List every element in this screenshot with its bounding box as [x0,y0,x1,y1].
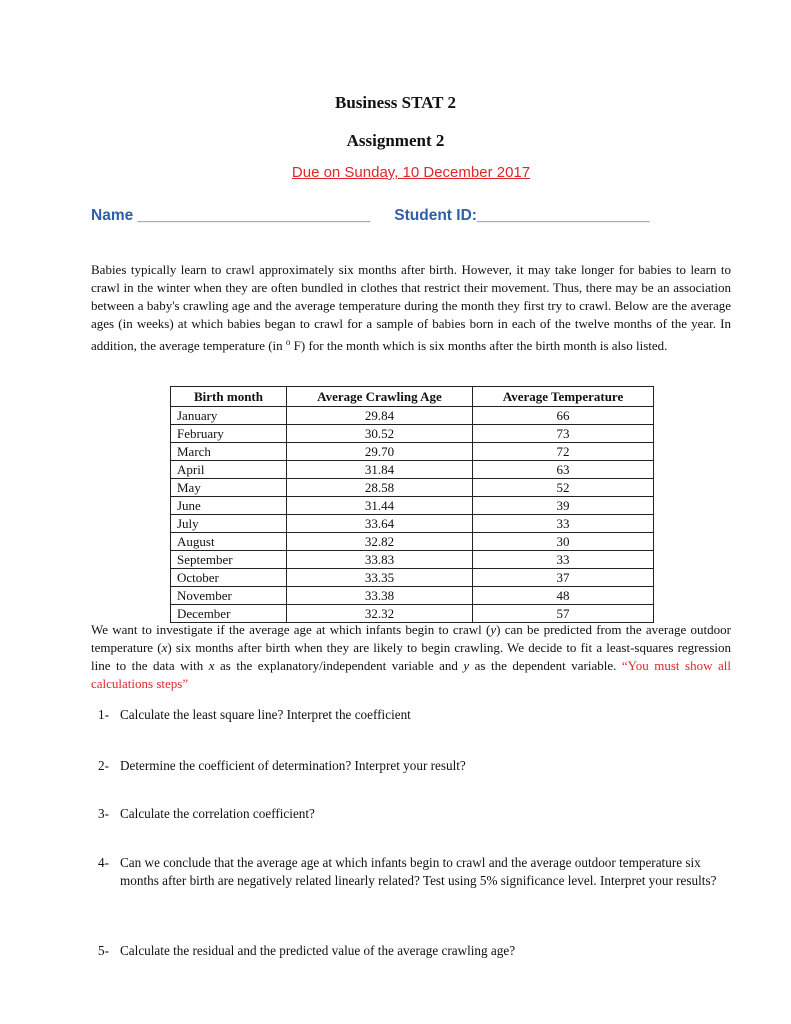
cell-temp: 52 [473,479,654,497]
qi-text-a: We want to investigate if the average age at which infants begin to crawl ( [91,622,491,637]
question-number: 2- [98,758,109,773]
cell-month: February [171,425,287,443]
cell-temp: 63 [473,461,654,479]
name-field: Name ___________________________ [91,207,371,224]
cell-age: 29.70 [287,443,473,461]
header-temperature: Average Temperature [473,387,654,407]
question-text: Calculate the residual and the predicted value of the average crawling age? [120,943,516,958]
cell-month: July [171,515,287,533]
header-birth-month: Birth month [171,387,287,407]
question-text: Calculate the least square line? Interpret the coefficient [120,707,411,722]
question-item [98,757,738,775]
table-row [171,479,654,497]
crawling-data-table [170,386,654,623]
cell-month: June [171,497,287,515]
cell-temp: 48 [473,587,654,605]
cell-month: May [171,479,287,497]
table-row [171,533,654,551]
cell-age: 29.84 [287,407,473,425]
cell-age: 31.44 [287,497,473,515]
cell-temp: 33 [473,515,654,533]
table-row [171,515,654,533]
table-row [171,497,654,515]
assignment-title: Assignment 2 [346,131,445,150]
qi-text-c: ) six months after birth when they are likely to begin crawling. We decide to fit a least-squares regression line to the data with [91,640,731,673]
cell-month: January [171,407,287,425]
question-text: Determine the coefficient of determination? Interpret your result? [120,758,466,773]
cell-age: 28.58 [287,479,473,497]
cell-month: October [171,569,287,587]
question-number: 3- [98,806,109,821]
table-row [171,407,654,425]
variable-x: x [208,658,215,673]
table-row [171,569,654,587]
header-crawling-age: Average Crawling Age [287,387,473,407]
cell-age: 33.35 [287,569,473,587]
qi-text-e: as the dependent variable. [469,658,622,673]
cell-temp: 66 [473,407,654,425]
table-row [171,605,654,623]
due-date: Due on Sunday, 10 December 2017 [291,164,531,181]
cell-month: December [171,605,287,623]
intro-text-before: Babies typically learn to crawl approximately six months after birth. However, it may take longer for babies to learn to crawl in the winter when they are often bundled in clothes that restrict their movement. Thus, there may be an association between a baby's crawling age and the average temperature during the month they first try to crawl. Below are the average ages (in weeks) at which babies began to crawl for a sample of babies born in each of the twelve months of the year. In addition, the average temperature (in [91,262,731,353]
variable-y: y [463,658,470,673]
question-item [98,942,738,960]
qi-text-d: as the explanatory/independent variable and [214,658,464,673]
question-number: 4- [98,855,109,870]
cell-age: 33.38 [287,587,473,605]
question-number: 5- [98,943,109,958]
cell-age: 30.52 [287,425,473,443]
cell-month: September [171,551,287,569]
cell-temp: 30 [473,533,654,551]
cell-age: 33.64 [287,515,473,533]
intro-text-after: F) for the month which is six months after the birth month is also listed. [290,338,668,353]
question-item [98,706,738,724]
table-row [171,551,654,569]
degree-symbol: o [285,337,291,347]
cell-age: 31.84 [287,461,473,479]
cell-month: November [171,587,287,605]
table-header-row [171,387,654,407]
question-text: Calculate the correlation coefficient? [120,806,315,821]
intro-paragraph [91,261,731,355]
table-row [171,461,654,479]
question-item [98,805,738,823]
cell-month: April [171,461,287,479]
qi-text-b: ) can be predicted from the average outdoor temperature ( [91,622,731,655]
variable-y: y [490,622,497,637]
cell-age: 32.82 [287,533,473,551]
cell-month: August [171,533,287,551]
cell-temp: 57 [473,605,654,623]
student-id-field: Student ID:____________________ [394,207,650,224]
question-number: 1- [98,707,109,722]
variable-x: x [161,640,168,655]
cell-temp: 33 [473,551,654,569]
cell-age: 32.32 [287,605,473,623]
cell-temp: 37 [473,569,654,587]
question-text: Can we conclude that the average age at which infants begin to crawl and the average outdoor temperature six months after birth are negatively related linearly related? Test using 5% significance level. Interpret your results? [120,855,717,888]
document-title: Business STAT 2 [335,93,456,112]
cell-temp: 39 [473,497,654,515]
table-row [171,587,654,605]
table-row [171,425,654,443]
question-item [98,854,738,890]
table-row [171,443,654,461]
student-fields [91,207,649,225]
cell-temp: 72 [473,443,654,461]
cell-temp: 73 [473,425,654,443]
cell-age: 33.83 [287,551,473,569]
calculation-note: “You must show all calculations steps” [91,658,731,691]
question-intro-paragraph [91,621,731,693]
cell-month: March [171,443,287,461]
